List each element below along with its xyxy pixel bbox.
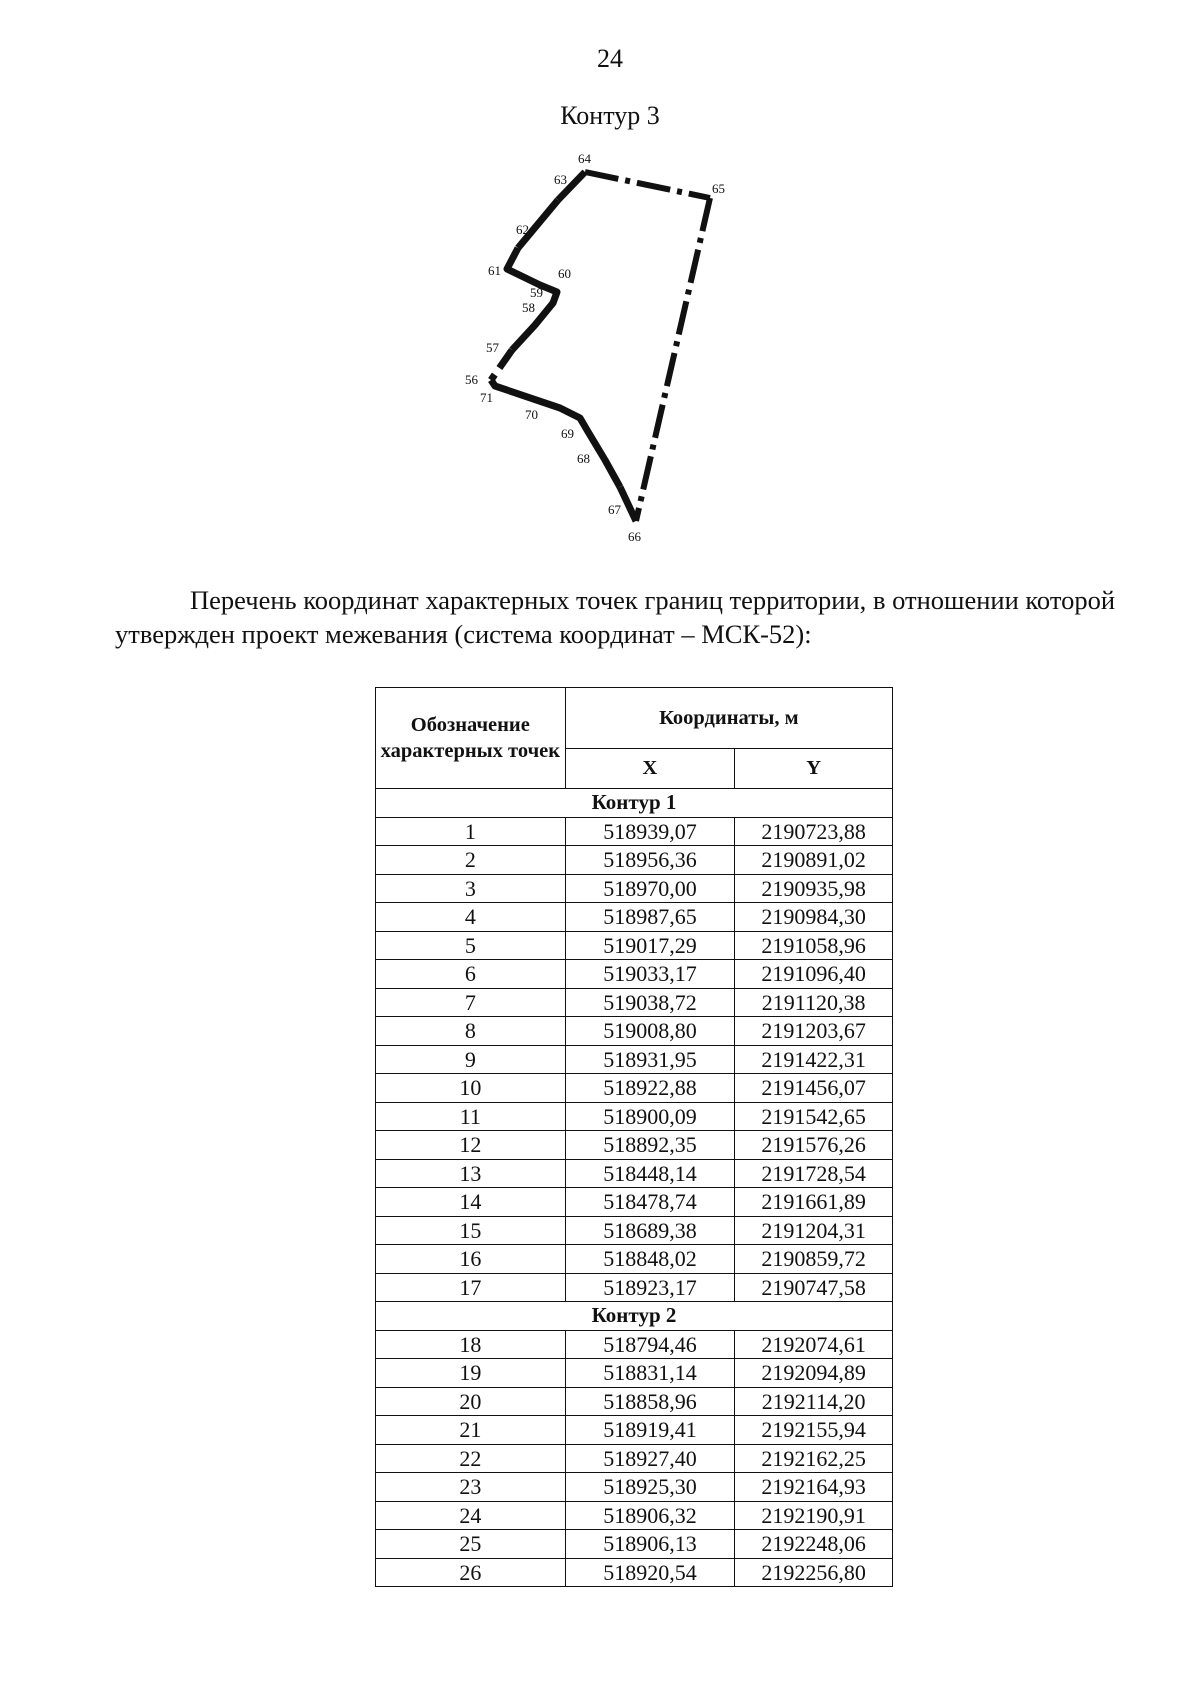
table-row: [376, 988, 893, 1017]
table-row: [376, 1216, 893, 1245]
y-coordinate-cell: 2192248,06: [735, 1530, 893, 1559]
table-row: [376, 874, 893, 903]
y-coordinate-cell: 2191096,40: [735, 960, 893, 989]
page-number: 24: [597, 44, 623, 73]
table-row: [376, 1074, 893, 1103]
x-coordinate-cell: 518448,14: [565, 1159, 735, 1188]
point-label: 61: [488, 263, 501, 278]
table-row: [376, 1045, 893, 1074]
table-row: [376, 1501, 893, 1530]
point-label: 60: [558, 266, 571, 281]
point-number-cell: 12: [376, 1131, 566, 1160]
table-row: [376, 817, 893, 846]
coordinates-table-body: [376, 789, 893, 1587]
point-number-cell: 2: [376, 846, 566, 875]
y-coordinate-cell: 2190723,88: [735, 817, 893, 846]
point-number-cell: 17: [376, 1273, 566, 1302]
x-coordinate-cell: 518858,96: [565, 1387, 735, 1416]
table-row: [376, 1017, 893, 1046]
point-number-cell: 16: [376, 1245, 566, 1274]
table-row: [376, 1416, 893, 1445]
y-coordinate-cell: 2192114,20: [735, 1387, 893, 1416]
y-coordinate-cell: 2191456,07: [735, 1074, 893, 1103]
y-coordinate-cell: 2190747,58: [735, 1273, 893, 1302]
point-label: 68: [577, 451, 590, 466]
point-column-header: Обозначение характерных точек: [376, 688, 566, 789]
y-coordinate-cell: 2192256,80: [735, 1558, 893, 1587]
coordinate-list-intro: Перечень координат характерных точек границ территории, в отношении которой утвержден проект межевания (система координат – МСК-52):: [115, 585, 1115, 649]
point-label: 59: [530, 285, 543, 300]
table-row: [376, 1245, 893, 1274]
x-coordinate-cell: 519038,72: [565, 988, 735, 1017]
table-row: [376, 1102, 893, 1131]
point-number-cell: 19: [376, 1359, 566, 1388]
table-row: [376, 1558, 893, 1587]
boundary-solid-south: [491, 380, 620, 487]
y-coordinate-cell: 2191542,65: [735, 1102, 893, 1131]
x-coordinate-cell: 518939,07: [565, 817, 735, 846]
point-label: 57: [486, 340, 499, 355]
section-row: [376, 789, 893, 818]
table-row: [376, 1330, 893, 1359]
point-label: 67: [608, 502, 621, 517]
point-number-cell: 8: [376, 1017, 566, 1046]
point-number-cell: 10: [376, 1074, 566, 1103]
point-number-cell: 1: [376, 817, 566, 846]
x-coordinate-cell: 518923,17: [565, 1273, 735, 1302]
y-coordinate-cell: 2190891,02: [735, 846, 893, 875]
point-label: 66: [628, 529, 641, 544]
coordinates-table: [375, 687, 893, 1587]
contour-sketch: [0, 0, 1200, 560]
boundary-solid-tip: [620, 487, 636, 521]
point-number-cell: 26: [376, 1558, 566, 1587]
table-row: [376, 931, 893, 960]
point-number-cell: 9: [376, 1045, 566, 1074]
point-number-cell: 22: [376, 1444, 566, 1473]
point-number-cell: 11: [376, 1102, 566, 1131]
table-row: [376, 1159, 893, 1188]
y-coordinate-cell: 2192190,91: [735, 1501, 893, 1530]
y-coordinate-cell: 2192094,89: [735, 1359, 893, 1388]
y-coordinate-cell: 2191058,96: [735, 931, 893, 960]
x-coordinate-cell: 518919,41: [565, 1416, 735, 1445]
section-title: Контур 2: [376, 1302, 893, 1331]
point-number-cell: 25: [376, 1530, 566, 1559]
table-row: [376, 1387, 893, 1416]
x-coordinate-cell: 519033,17: [565, 960, 735, 989]
y-coordinate-cell: 2191422,31: [735, 1045, 893, 1074]
x-coordinate-cell: 518927,40: [565, 1444, 735, 1473]
x-coordinate-cell: 518848,02: [565, 1245, 735, 1274]
x-coordinate-cell: 518892,35: [565, 1131, 735, 1160]
point-label: 65: [712, 181, 725, 196]
point-number-cell: 5: [376, 931, 566, 960]
x-coordinate-cell: 518956,36: [565, 846, 735, 875]
point-number-cell: 23: [376, 1473, 566, 1502]
x-coordinate-cell: 518922,88: [565, 1074, 735, 1103]
boundary-dashdot-east: [636, 198, 710, 521]
point-label: 63: [554, 172, 567, 187]
point-label: 58: [522, 300, 535, 315]
table-row: [376, 1530, 893, 1559]
point-number-cell: 21: [376, 1416, 566, 1445]
x-coordinate-cell: 518906,32: [565, 1501, 735, 1530]
point-number-cell: 15: [376, 1216, 566, 1245]
boundary-dashdot-top: [585, 172, 710, 198]
point-number-cell: 24: [376, 1501, 566, 1530]
point-number-cell: 7: [376, 988, 566, 1017]
x-coordinate-cell: 518931,95: [565, 1045, 735, 1074]
y-coordinate-cell: 2191661,89: [735, 1188, 893, 1217]
x-coordinate-cell: 518689,38: [565, 1216, 735, 1245]
x-coordinate-cell: 518970,00: [565, 874, 735, 903]
section-title: Контур 1: [376, 789, 893, 818]
y-coordinate-cell: 2190984,30: [735, 903, 893, 932]
y-coordinate-cell: 2192074,61: [735, 1330, 893, 1359]
x-coordinate-cell: 519008,80: [565, 1017, 735, 1046]
table-row: [376, 1473, 893, 1502]
table-row: [376, 903, 893, 932]
y-coordinate-cell: 2192155,94: [735, 1416, 893, 1445]
y-coordinate-cell: 2190859,72: [735, 1245, 893, 1274]
table-row: [376, 960, 893, 989]
y-coordinate-cell: 2192162,25: [735, 1444, 893, 1473]
point-number-cell: 3: [376, 874, 566, 903]
y-coordinate-cell: 2192164,93: [735, 1473, 893, 1502]
point-number-cell: 18: [376, 1330, 566, 1359]
point-number-cell: 14: [376, 1188, 566, 1217]
y-coordinate-cell: 2191120,38: [735, 988, 893, 1017]
coordinates-column-header: Координаты, м: [565, 688, 892, 749]
table-row: [376, 1444, 893, 1473]
y-coordinate-cell: 2191728,54: [735, 1159, 893, 1188]
x-coordinate-cell: 518906,13: [565, 1530, 735, 1559]
point-label: 64: [578, 151, 591, 166]
x-coordinate-cell: 518478,74: [565, 1188, 735, 1217]
point-label: 56: [465, 372, 478, 387]
point-label: 69: [561, 426, 574, 441]
table-row: [376, 846, 893, 875]
point-label: 70: [525, 407, 538, 422]
y-coordinate-cell: 2191204,31: [735, 1216, 893, 1245]
point-label: 62: [516, 222, 529, 237]
y-column-header: Y: [735, 749, 893, 789]
y-coordinate-cell: 2191576,26: [735, 1131, 893, 1160]
x-coordinate-cell: 519017,29: [565, 931, 735, 960]
section-row: [376, 1302, 893, 1331]
y-coordinate-cell: 2191203,67: [735, 1017, 893, 1046]
x-coordinate-cell: 518925,30: [565, 1473, 735, 1502]
x-coordinate-cell: 518987,65: [565, 903, 735, 932]
point-number-cell: 13: [376, 1159, 566, 1188]
x-coordinate-cell: 518831,14: [565, 1359, 735, 1388]
table-row: [376, 1273, 893, 1302]
figure-title: Контур 3: [560, 101, 660, 130]
table-row: [376, 1188, 893, 1217]
x-coordinate-cell: 518794,46: [565, 1330, 735, 1359]
table-row: [376, 1359, 893, 1388]
point-number-cell: 20: [376, 1387, 566, 1416]
point-label: 71: [480, 390, 493, 405]
x-column-header: X: [565, 749, 735, 789]
point-number-cell: 4: [376, 903, 566, 932]
x-coordinate-cell: 518920,54: [565, 1558, 735, 1587]
x-coordinate-cell: 518900,09: [565, 1102, 735, 1131]
table-row: [376, 1131, 893, 1160]
y-coordinate-cell: 2190935,98: [735, 874, 893, 903]
point-number-cell: 6: [376, 960, 566, 989]
